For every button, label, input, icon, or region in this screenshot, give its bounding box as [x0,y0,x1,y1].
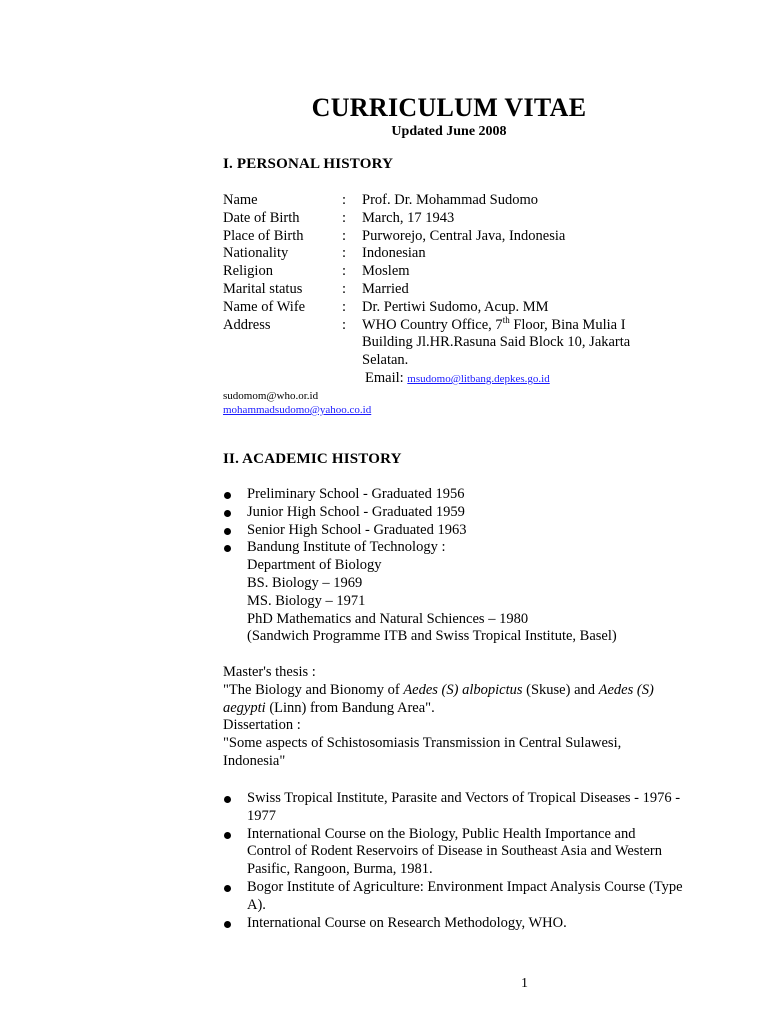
species-name: Aedes (S) aegypti [223,681,654,716]
extra-emails [223,389,371,417]
address-text: WHO Country Office, 7 [362,316,503,333]
bullet-icon [224,492,231,499]
field-row-name-of-wife [223,299,630,317]
email-link-depkes[interactable]: msudomo@litbang.depkes.go.id [407,372,550,385]
bullet-icon [224,921,231,928]
document-title: CURRICULUM VITAE [311,93,587,122]
field-colon: : [342,298,347,315]
bullet-icon [224,510,231,517]
field-label: Address [223,316,271,333]
school-list [223,486,693,646]
masters-title [223,682,683,718]
masters-text: "The Biology and Bionomy of [223,681,404,698]
field-label: Name of Wife [223,298,306,315]
field-colon: : [342,227,347,244]
bullet-icon [224,545,231,552]
dissertation-title: "Some aspects of Schistosomiasis Transmission in Central Sulawesi, Indonesia" [223,735,622,769]
field-row-religion [223,263,630,281]
masters-text: (Skuse) and [522,681,599,698]
section-heading-personal-history: I. PERSONAL HISTORY [223,156,394,172]
list-item-text: International Course on the Biology, Public Health Importance and Control of Rodent Reservoirs of Disease in Southeast Asia and Western Pasific, Rangoon, Burma, 1981. [247,825,662,878]
field-row-date-of-birth [223,210,630,228]
field-row-marital-status [223,281,630,299]
list-item-text: International Course on Research Methodology, WHO. [247,914,567,931]
ordinal-suffix: th [502,314,510,325]
field-label: Nationality [223,245,289,262]
list-item [223,504,693,522]
field-label: Name [223,192,258,208]
list-item-text: Preliminary School - Graduated 1956 [247,486,465,502]
dissertation-label: Dissertation : [223,717,301,734]
list-item-text: Bogor Institute of Agriculture: Environment Impact Analysis Course (Type A). [247,878,683,913]
field-value: Indonesian [362,245,426,262]
address-continuation: Building Jl.HR.Rasuna Said Block 10, Jakarta [362,334,631,351]
masters-label: Master's thesis : [223,664,316,680]
list-item [223,915,683,933]
bullet-icon [224,885,231,892]
field-colon: : [342,192,347,208]
email-label: Email: [365,369,408,386]
email-line [223,370,630,388]
field-label: Marital status [223,280,303,297]
field-value: Purworejo, Central Java, Indonesia [362,227,566,244]
field-value: Moslem [362,263,410,280]
field-label: Religion [223,263,273,280]
field-colon: : [342,280,347,297]
bullet-icon [224,832,231,839]
list-item [223,522,693,540]
list-item-text: Bandung Institute of Technology : [247,539,446,556]
course-list [223,790,683,932]
field-value [362,314,626,335]
field-row-name [223,192,630,210]
itb-detail: Department of Biology [247,557,382,574]
bullet-icon [224,528,231,535]
field-label: Place of Birth [223,227,304,244]
address-text: Floor, Bina Mulia I [509,316,626,333]
itb-detail: (Sandwich Programme ITB and Swiss Tropical Institute, Basel) [247,628,617,645]
species-name: Aedes (S) albopictus [403,681,523,698]
field-colon: : [342,263,347,280]
field-colon: : [342,316,347,333]
field-colon: : [342,209,347,226]
list-item [223,539,693,646]
field-colon: : [342,245,347,262]
list-item [223,879,683,915]
page-number: 1 [521,976,528,991]
field-value: Married [362,280,409,297]
field-row-place-of-birth [223,228,630,246]
field-row-nationality [223,245,630,263]
field-value: March, 17 1943 [362,209,455,226]
address-continuation: Selatan. [362,352,409,369]
email-who: sudomom@who.or.id [223,390,319,402]
itb-detail: MS. Biology – 1971 [247,592,366,609]
masters-thesis [223,664,683,771]
section-heading-academic-history: II. ACADEMIC HISTORY [223,451,402,467]
field-row-address [223,314,630,335]
list-item-text: Junior High School - Graduated 1959 [247,503,465,520]
email-link-yahoo[interactable]: mohammadsudomo@yahoo.co.id [223,404,372,416]
list-item-text: Swiss Tropical Institute, Parasite and Vectors of Tropical Diseases - 1976 - 1977 [247,790,681,824]
field-value: Dr. Pertiwi Sudomo, Acup. MM [362,298,549,315]
personal-info [223,192,630,388]
bullet-icon [224,796,231,803]
field-label: Date of Birth [223,209,300,226]
field-value: Prof. Dr. Mohammad Sudomo [362,192,539,208]
list-item [223,826,683,879]
masters-text: (Linn) from Bandung Area". [265,699,435,716]
itb-detail: BS. Biology – 1969 [247,574,363,591]
list-item-text: Senior High School - Graduated 1963 [247,521,467,538]
list-item [223,790,683,826]
document-subtitle: Updated June 2008 [391,124,507,139]
itb-detail: PhD Mathematics and Natural Schiences – 1980 [247,610,529,627]
list-item [223,486,693,504]
